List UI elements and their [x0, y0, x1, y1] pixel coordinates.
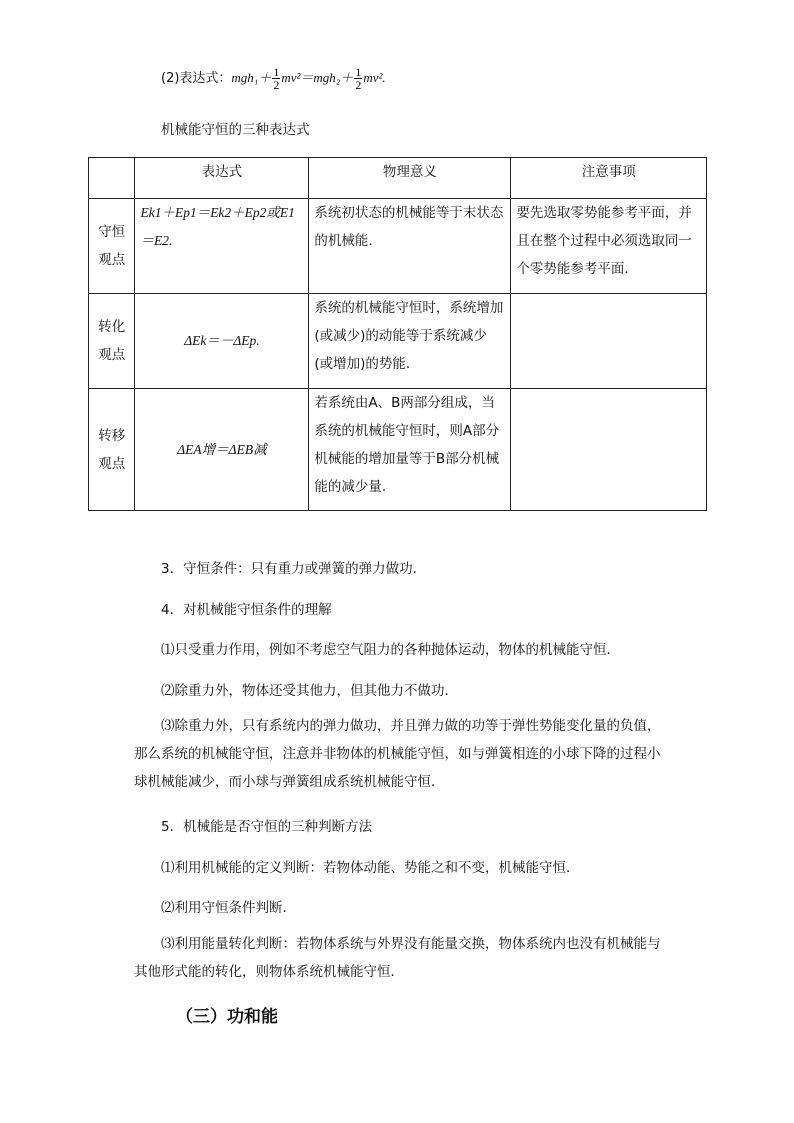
row-notes [511, 294, 707, 389]
paragraph-understanding-3: ⑶除重力外，只有系统内的弹力做功，并且弹力做的功等于弹性势能变化量的负值，那么系统的机械能守恒，注意并非物体的机械能守恒，如与弹簧相连的小球下降的过程小球机械能减少，而小球与弹簧组成系统机械能守恒． [134, 718, 661, 790]
paragraph-understanding-2: ⑵除重力外，物体还受其他力，但其他力不做功． [161, 683, 458, 699]
expression-formula [161, 66, 386, 91]
header-blank [89, 158, 135, 199]
conservation-table [88, 157, 707, 511]
formula-prefix: (2)表达式： [161, 71, 232, 86]
table-header-row [89, 158, 707, 199]
formula-left: mgh₁＋ [231, 70, 272, 85]
row-expression: ΔEA增＝ΔEB减 [135, 389, 309, 511]
formula-mid: mv²＝mgh₂＋ [281, 70, 354, 85]
row-notes [511, 389, 707, 511]
paragraph-judgement-title: 5．机械能是否守恒的三种判断方法 [161, 819, 373, 835]
fraction-half-2: $\frac{1}{2}$ [355, 65, 362, 92]
header-notes: 注意事项 [511, 158, 707, 199]
section-title: （三）功和能 [176, 1007, 278, 1027]
row-meaning: 系统初状态的机械能等于末状态的机械能. [309, 199, 511, 294]
paragraph-judgement-3: ⑶利用能量转化判断：若物体系统与外界没有能量交换，物体系统内也没有机械能与其他形式能的转化，则物体系统机械能守恒． [134, 936, 661, 980]
paragraph-judgement-2: ⑵利用守恒条件判断． [161, 900, 296, 916]
row-expression: ΔEk＝－ΔEp. [135, 294, 309, 389]
header-expression: 表达式 [135, 158, 309, 199]
paragraph-understanding-1: ⑴只受重力作用，例如不考虑空气阻力的各种抛体运动，物体的机械能守恒． [161, 642, 620, 658]
row-expression: Ek1＋Ep1＝Ek2＋Ep2或E1＝E2. [135, 199, 309, 294]
row-label: 守恒观点 [89, 199, 135, 294]
paragraph-conservation-condition: 3．守恒条件：只有重力或弹簧的弹力做功． [161, 561, 427, 577]
fraction-half-1: $\frac{1}{2}$ [273, 65, 280, 92]
table-row [89, 389, 707, 511]
header-meaning: 物理意义 [309, 158, 511, 199]
paragraph-judgement-1: ⑴利用机械能的定义判断：若物体动能、势能之和不变，机械能守恒． [161, 860, 580, 876]
row-meaning: 系统的机械能守恒时，系统增加(或减少)的动能等于系统减少(或增加)的势能. [309, 294, 511, 389]
formula-right: mv². [363, 70, 386, 85]
table-heading: 机械能守恒的三种表达式 [161, 122, 310, 138]
table-row [89, 294, 707, 389]
table-row [89, 199, 707, 294]
row-notes: 要先选取零势能参考平面，并且在整个过程中必须选取同一个零势能参考平面. [511, 199, 707, 294]
row-label: 转移观点 [89, 389, 135, 511]
row-meaning: 若系统由A、B两部分组成，当系统的机械能守恒时，则A部分机械能的增加量等于B部分机械能的减少量. [309, 389, 511, 511]
paragraph-understanding-title: 4．对机械能守恒条件的理解 [161, 602, 332, 618]
row-label: 转化观点 [89, 294, 135, 389]
